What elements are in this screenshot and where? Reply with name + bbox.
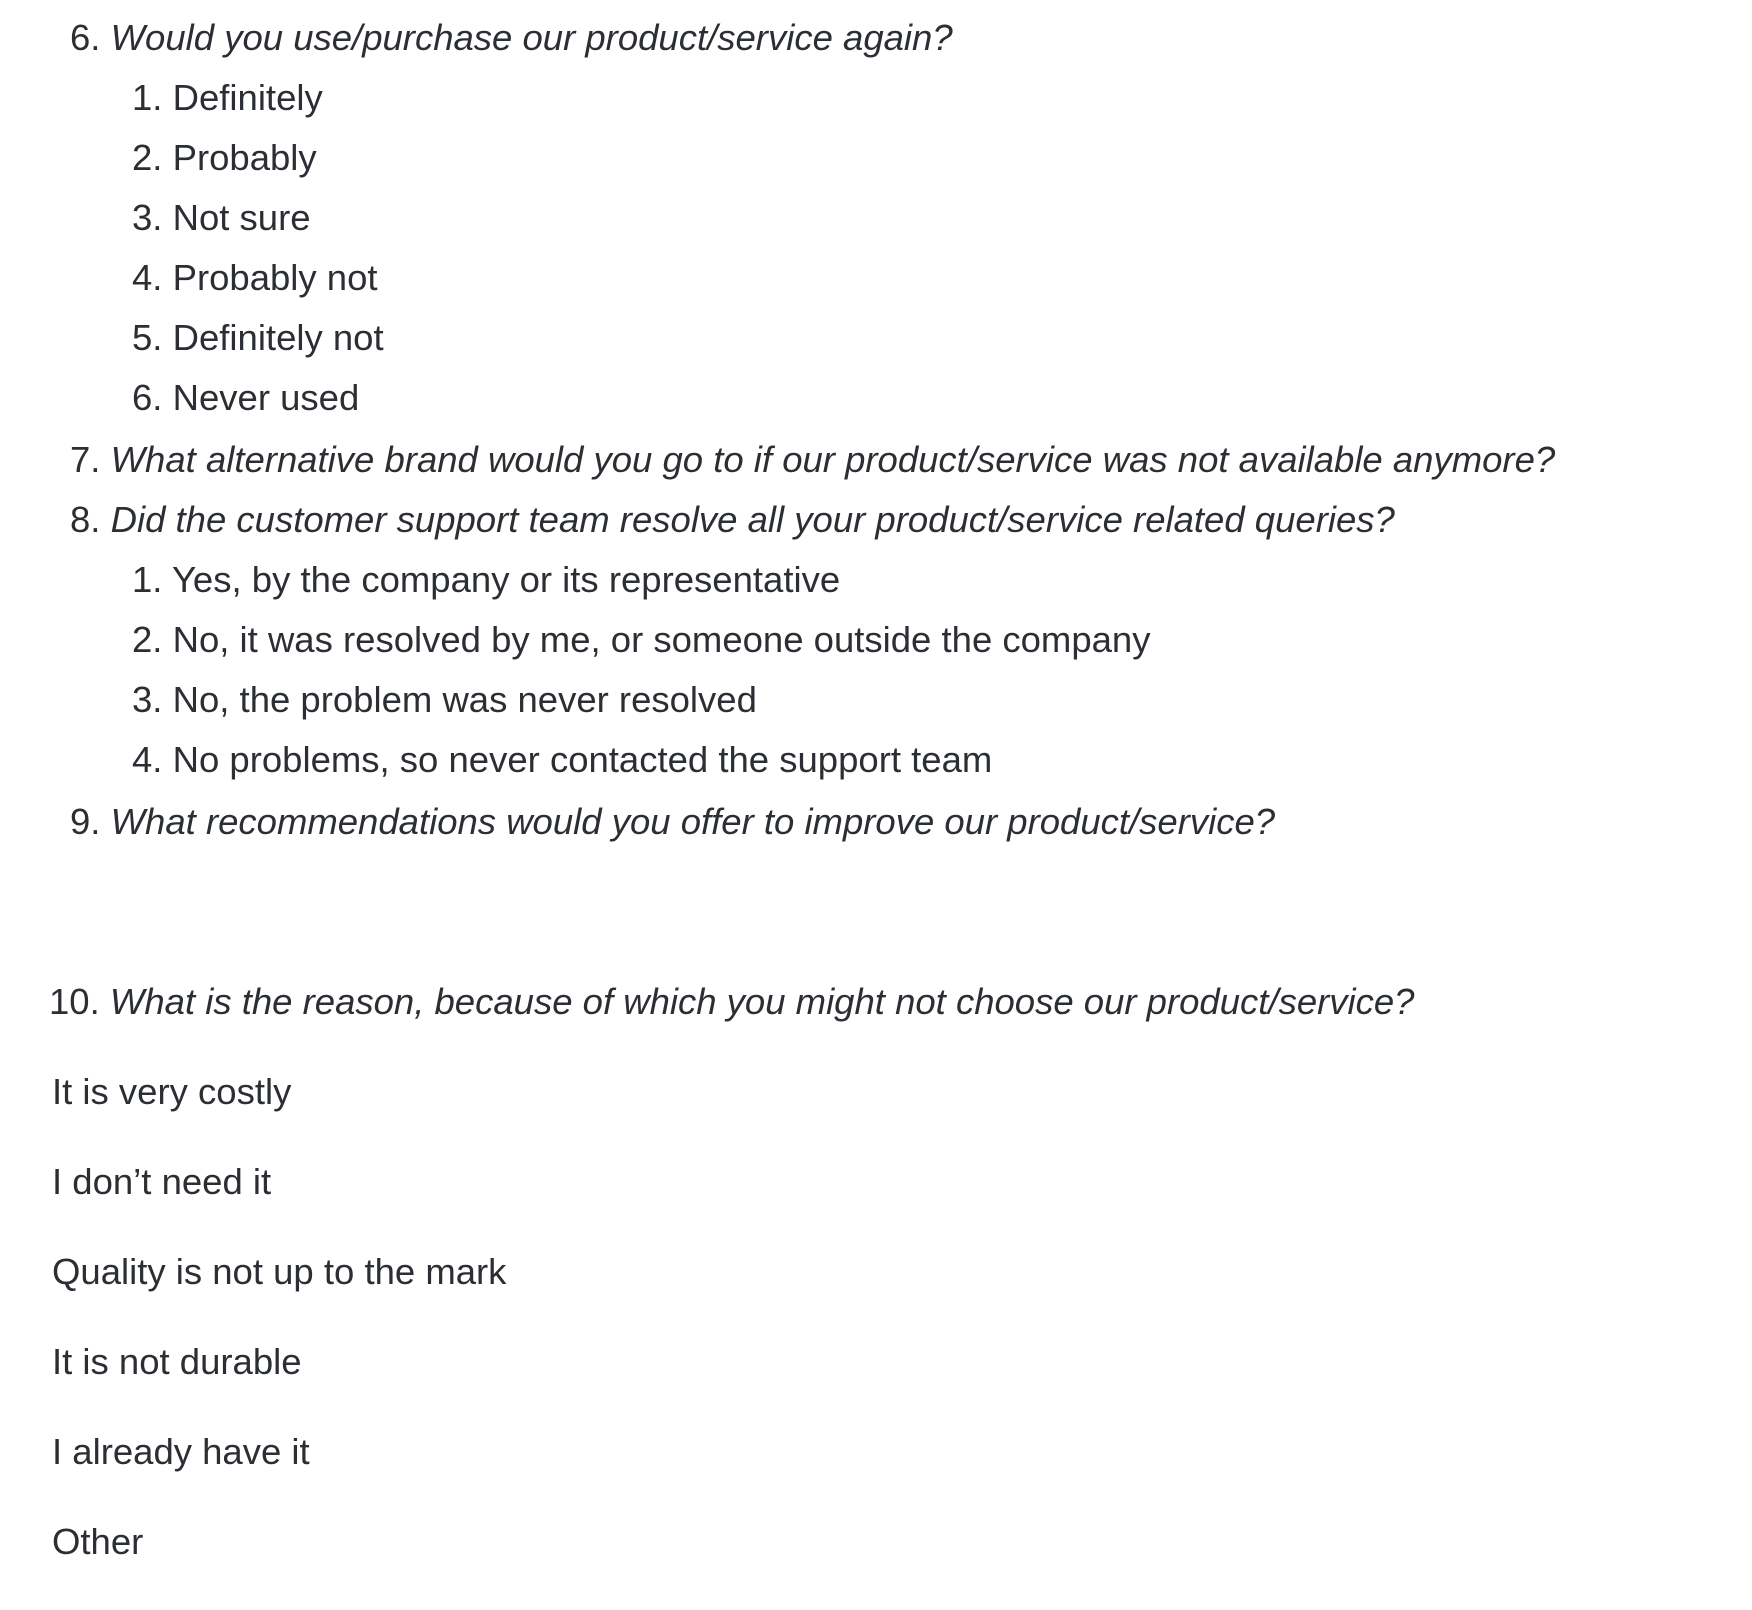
option-text: No, it was resolved by me, or someone outside the company (172, 619, 1151, 660)
question-text: Did the customer support team resolve all your product/service related queries? (110, 499, 1395, 540)
question-10 (49, 981, 1415, 1022)
option-item (132, 377, 360, 418)
question-number: 8. (70, 499, 101, 540)
question-number: 10. (49, 981, 100, 1022)
option-item (132, 197, 311, 238)
option-text: Yes, by the company or its representative (171, 559, 841, 600)
option-item (132, 317, 384, 358)
option-item (132, 619, 1151, 660)
question-text: What recommendations would you offer to improve our product/service? (110, 801, 1276, 842)
question-text: What alternative brand would you go to if our product/service was not available anymore? (110, 439, 1556, 480)
option-text: No problems, so never contacted the support team (172, 739, 993, 780)
option-number: 2. (132, 137, 163, 178)
option-text: Not sure (172, 197, 311, 238)
option-number: 3. (132, 679, 163, 720)
question-text: Would you use/purchase our product/service again? (110, 17, 953, 58)
option-item (132, 679, 757, 720)
answer-paragraph: I don’t need it (52, 1161, 272, 1202)
option-number: 4. (132, 739, 163, 780)
answer-paragraph: Quality is not up to the mark (52, 1251, 507, 1292)
option-number: 6. (132, 377, 163, 418)
option-item (132, 77, 323, 118)
option-number: 1. (132, 559, 163, 600)
option-item (132, 137, 317, 178)
option-number: 1. (132, 77, 163, 118)
question-number: 7. (70, 439, 101, 480)
answer-paragraph: I already have it (52, 1431, 310, 1472)
option-text: Probably (172, 137, 317, 178)
option-text: Probably not (172, 257, 378, 298)
question-8 (70, 499, 1395, 540)
option-text: Never used (172, 377, 360, 418)
question-number: 9. (70, 801, 101, 842)
option-text: Definitely not (172, 317, 384, 358)
answer-paragraph: It is not durable (52, 1341, 302, 1382)
question-text: What is the reason, because of which you might not choose our product/service? (109, 981, 1415, 1022)
option-item (132, 559, 841, 600)
option-text: Definitely (172, 77, 323, 118)
answer-paragraph: It is very costly (52, 1071, 292, 1112)
answer-paragraph: Other (52, 1521, 144, 1562)
option-number: 2. (132, 619, 163, 660)
option-number: 4. (132, 257, 163, 298)
option-item (132, 257, 378, 298)
question-7 (70, 439, 1556, 480)
option-item (132, 739, 993, 780)
question-6 (70, 17, 953, 58)
option-number: 5. (132, 317, 163, 358)
question-number: 6. (70, 17, 101, 58)
question-9 (70, 801, 1276, 842)
option-number: 3. (132, 197, 163, 238)
option-text: No, the problem was never resolved (172, 679, 757, 720)
